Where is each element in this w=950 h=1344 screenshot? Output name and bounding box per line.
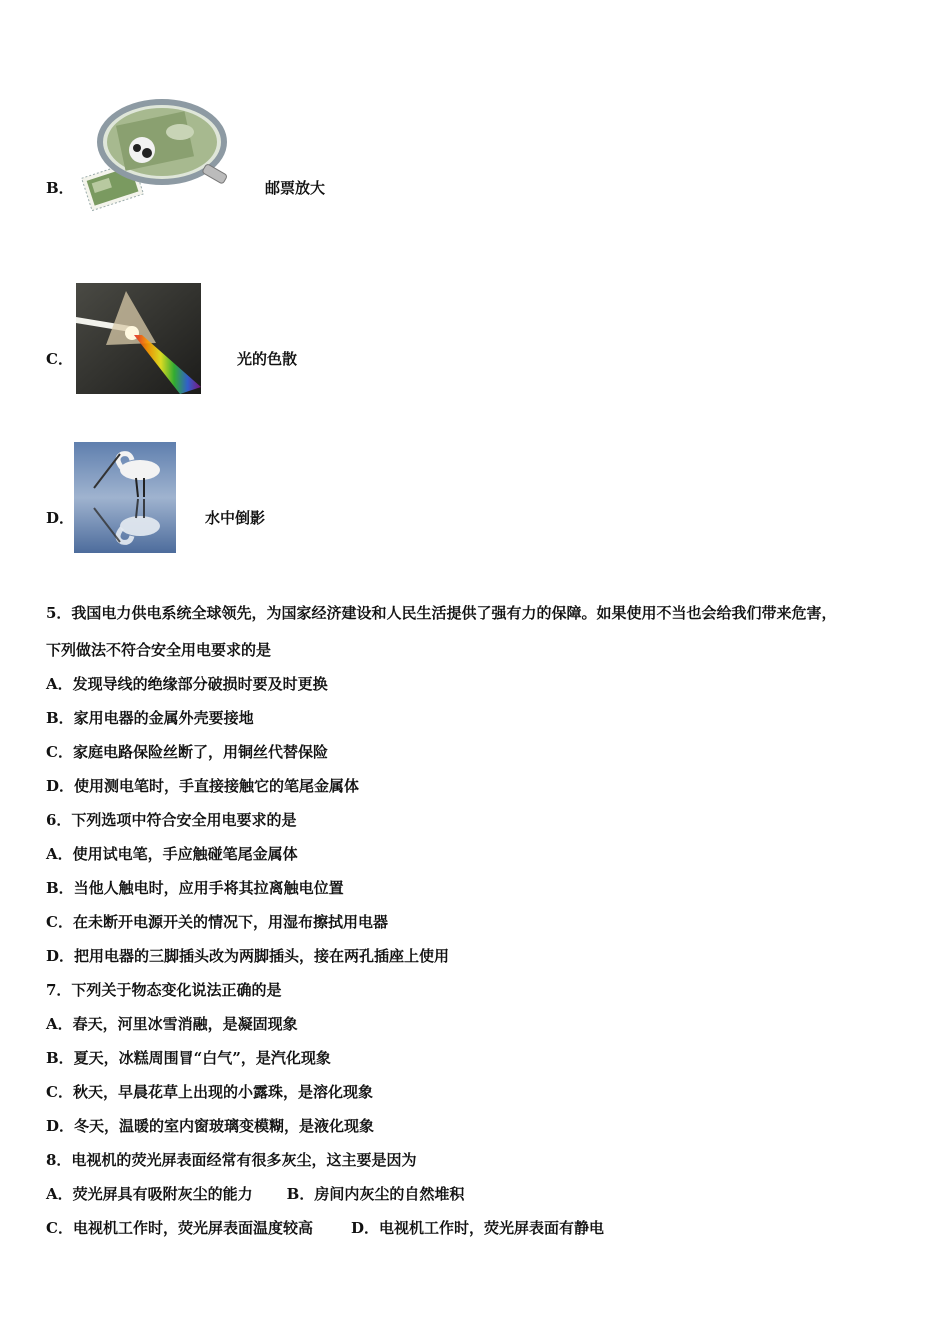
q7-option-a: A．春天，河里冰雪消融，是凝固现象 — [46, 1015, 298, 1033]
option-b-letter: B． — [46, 179, 74, 197]
option-d-letter: D． — [46, 509, 75, 527]
magnifier-stamp-image — [80, 98, 230, 216]
q6-option-b: B．当他人触电时，应用手将其拉离触电位置 — [46, 879, 344, 897]
option-b-caption: 邮票放大 — [265, 179, 326, 197]
q8-option-d: D．电视机工作时，荧光屏表面有静电 — [350, 1219, 604, 1237]
heron-reflection-image — [74, 442, 176, 553]
option-c-letter: C． — [46, 350, 73, 368]
q7-option-b: B．夏天，冰糕周围冒“白气”，是汽化现象 — [46, 1049, 331, 1067]
q8-option-b: B．房间内灰尘的自然堆积 — [286, 1185, 465, 1203]
q7-stem: 7．下列关于物态变化说法正确的是 — [46, 981, 282, 999]
q8-options-row1 — [46, 1184, 464, 1204]
q5-stem-line2: 下列做法不符合安全用电要求的是 — [46, 641, 272, 659]
q6-stem: 6．下列选项中符合安全用电要求的是 — [46, 811, 297, 829]
q8-stem: 8．电视机的荧光屏表面经常有很多灰尘，这主要是因为 — [46, 1151, 417, 1169]
option-c-caption: 光的色散 — [237, 350, 298, 368]
q8-options-row2 — [46, 1218, 604, 1238]
q6-option-d: D．把用电器的三脚插头改为两脚插头，接在两孔插座上使用 — [46, 947, 450, 965]
q5-stem-line1: 5．我国电力供电系统全球领先，为国家经济建设和人民生活提供了强有力的保障。如果使用不当也会给我们带来危害， — [46, 604, 837, 622]
option-d-caption: 水中倒影 — [205, 509, 266, 527]
prism-dispersion-image — [76, 283, 201, 394]
q5-option-b: B．家用电器的金属外壳要接地 — [46, 709, 254, 727]
q7-option-d: D．冬天，温暖的室内窗玻璃变模糊，是液化现象 — [46, 1117, 375, 1135]
q5-option-d: D．使用测电笔时，手直接接触它的笔尾金属体 — [46, 777, 360, 795]
q8-option-c: C．电视机工作时，荧光屏表面温度较高 — [46, 1219, 313, 1237]
q5-option-a: A．发现导线的绝缘部分破损时要及时更换 — [46, 675, 328, 693]
q6-option-a: A．使用试电笔，手应触碰笔尾金属体 — [46, 845, 298, 863]
q6-option-c: C．在未断开电源开关的情况下，用湿布擦拭用电器 — [46, 913, 388, 931]
q7-option-c: C．秋天，早晨花草上出现的小露珠，是溶化现象 — [46, 1083, 373, 1101]
q8-option-a: A．荧光屏具有吸附灰尘的能力 — [46, 1185, 253, 1203]
q5-option-c: C．家庭电路保险丝断了，用铜丝代替保险 — [46, 743, 328, 761]
